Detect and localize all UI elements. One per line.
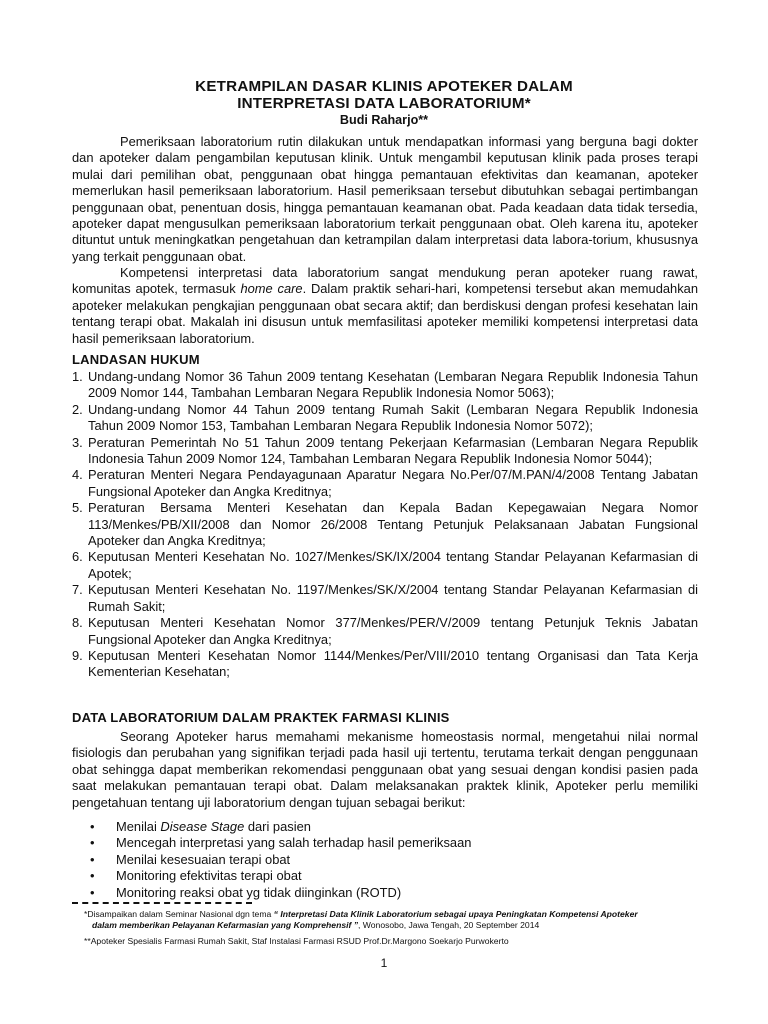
item-number: 3. (72, 434, 83, 450)
test-purpose-list (72, 819, 698, 901)
page-number: 1 (380, 956, 388, 970)
legal-basis-item (72, 615, 698, 648)
home-care-term: home care (240, 281, 303, 297)
intro-section (72, 134, 698, 265)
footnote-2-text: Apoteker Spesialis Farmasi Rumah Sakit, Staf Instalasi Farmasi RSUD Prof.Dr.Margono Soekarjo Purwokerto (90, 936, 509, 946)
footnote-2 (72, 936, 712, 947)
legal-basis-item (72, 648, 698, 681)
list-item (72, 852, 698, 868)
bullet-icon: • (90, 835, 95, 851)
item-text: Monitoring efektivitas terapi obat (116, 868, 302, 884)
legal-basis-item (72, 549, 698, 582)
item-text-end: dari pasien (244, 819, 311, 834)
intro-paragraph-1: Pemeriksaan laboratorium rutin dilakukan untuk mendapatkan informasi yang berguna bagi dokter dan apoteker dalam pengambilan keputusan klinik. Untuk mengambil keputusan klinik pada proses terapi mulai dari pemilihan obat, penggunaan obat hingga pemantauan efektivitas dan keamanan, apoteker memerlukan hasil pemeriksaan laboratorium. Hasil pemeriksaan tersebut dibutuhkan sebagai pertimbangan penggunaan obat, penentuan dosis, hingga pemantauan keamanan obat. Pada keadaan data tidak tersedia, apoteker dapat mengusulkan pemeriksaan laboratorium terkait penggunaan obat. Oleh karena itu, apoteker dituntut untuk meningkatkan pengetahuan dan ketrampilan dalam interpretasi data labora-torium, khususnya yang terkait penggunaan obat. (72, 134, 698, 264)
footnote-1-line-2 (72, 920, 712, 931)
intro-paragraph-2-start: Kompetensi interpretasi data laboratorium sangat mendukung peran apoteker ruang rawat, komunitas apotek, termasuk (72, 265, 698, 297)
intro-paragraph-2-end: . Dalam praktik sehari-hari, kompetensi tersebut akan memudahkan apoteker melakukan pengkajian penggunaan obat secara aktif; dan berdiskusi dengan profesi kesehatan lain tentang terapi obat. Makalah ini disusun untuk memfasilitasi apoteker memiliki kompetensi interpretasi data hasil pemeriksaan laboratorium. (72, 281, 699, 346)
item-number: 8. (72, 615, 83, 631)
footnote-1-theme: “ Interpretasi Data Klinik Laboratorium sebagai upaya Peningkatan Kompetensi Apoteker (273, 909, 638, 919)
item-text: Undang-undang Nomor 44 Tahun 2009 tentang Rumah Sakit (Lembaran Negara Republik Indonesia Tahun 2009 Nomor 153, Tambahan Lembaran Negara Republik Indonesia Nomor 5072); (88, 401, 698, 434)
item-text: Peraturan Menteri Negara Pendayagunaan Aparatur Negara No.Per/07/M.PAN/4/2008 Tentang Jabatan Fungsional Apoteker dan Angka Kreditnya; (88, 467, 698, 499)
legal-basis-item (72, 435, 698, 468)
footnote-1-mark: * (84, 909, 88, 919)
item-text: Monitoring reaksi obat yg tidak diinginkan (ROTD) (116, 884, 402, 900)
item-number: 4. (72, 467, 83, 483)
data-lab-section (72, 729, 698, 811)
author-name: Budi Raharjo** (339, 113, 429, 127)
legal-basis-item (72, 369, 698, 402)
list-item (72, 885, 698, 901)
list-item (72, 819, 698, 835)
item-number: 6. (72, 549, 83, 565)
footnote-1-venue: , Wonosobo, Jawa Tengah, 20 September 2014 (358, 920, 540, 930)
legal-basis-item (72, 402, 698, 435)
item-number: 2. (72, 401, 83, 417)
data-lab-heading: DATA LABORATORIUM DALAM PRAKTEK FARMASI KLINIS (72, 710, 450, 725)
bullet-icon: • (90, 868, 95, 884)
footnote-2-mark: ** (84, 936, 91, 946)
item-number: 9. (72, 647, 83, 663)
data-lab-paragraph: Seorang Apoteker harus memahami mekanisme homeostasis normal, mengetahui nilai normal fisiologis dan perubahan yang signifikan terjadi pada hasil uji tertentu, terutama terkait dengan penggunaan obat sehingga dapat memberikan rekomendasi penggunaan obat yang sesuai dengan kondisi pasien pada saat melakukan pemantauan terapi obat. Dalam melaksanakan praktek klinik, Apoteker perlu memiliki pengetahuan tentang uji laboratorium dengan tujuan sebagai berikut: (72, 729, 698, 810)
footnote-1-mark-wrap (72, 909, 638, 919)
bullet-icon: • (90, 851, 95, 867)
item-text: Peraturan Bersama Menteri Kesehatan dan Kepala Badan Kepegawaian Negara Nomor 113/Menkes/PB/XII/2008 dan Nomor 26/2008 Tentang Petunjuk Pelaksanaan Jabatan Fungsional Apoteker dan Angka Kreditnya; (88, 500, 698, 549)
document-title-line-2: INTERPRETASI DATA LABORATORIUM* (237, 95, 531, 112)
footnote-1-lead: Disampaikan dalam Seminar Nasional dgn tema (87, 909, 274, 919)
list-item (72, 868, 698, 884)
item-text: Peraturan Pemerintah No 51 Tahun 2009 tentang Pekerjaan Kefarmasian (Lembaran Negara Republik Indonesia Tahun 2009 Nomor 124, Tambahan Lembaran Negara Republik Indonesia Nomor 5044); (88, 434, 698, 467)
item-number: 7. (72, 582, 83, 598)
item-text: Keputusan Menteri Kesehatan No. 1027/Menkes/SK/IX/2004 tentang Standar Pelayanan Kefarmasian di Apotek; (88, 549, 698, 581)
footnote-2-wrap (72, 936, 509, 946)
bullet-icon: • (90, 819, 95, 834)
list-item (72, 835, 698, 851)
item-text: Keputusan Menteri Kesehatan Nomor 377/Menkes/PER/V/2009 tentang Petunjuk Teknis Jabatan Fungsional Apoteker dan Angka Kreditnya; (88, 615, 698, 647)
item-text: Menilai kesesuaian terapi obat (116, 851, 291, 867)
intro-paragraph-2 (72, 265, 698, 347)
legal-basis-list (72, 369, 698, 681)
footnote-1-theme-end: dalam memberikan Pelayanan Kefarmasian yang Komprehensif ” (92, 920, 359, 930)
document-title-line-1: KETRAMPILAN DASAR KLINIS APOTEKER DALAM (195, 78, 573, 95)
disease-stage-term: Disease Stage (160, 819, 245, 834)
landasan-hukum-heading: LANDASAN HUKUM (72, 352, 200, 367)
item-text: Keputusan Menteri Kesehatan Nomor 1144/Menkes/Per/VIII/2010 tentang Organisasi dan Tata Kerja Kementerian Kesehatan; (88, 647, 698, 680)
footnote-separator (72, 902, 252, 904)
footnote-1 (72, 909, 712, 931)
item-text: Undang-undang Nomor 36 Tahun 2009 tentang Kesehatan (Lembaran Negara Republik Indonesia Tahun 2009 Nomor 144, Tambahan Lembaran Negara Republik Indonesia Nomor 5063); (88, 369, 698, 401)
legal-basis-item (72, 500, 698, 549)
bullet-icon: • (90, 884, 95, 900)
legal-basis-item (72, 582, 698, 615)
item-text: Keputusan Menteri Kesehatan No. 1197/Menkes/SK/X/2004 tentang Standar Pelayanan Kefarmasian di Rumah Sakit; (88, 582, 698, 614)
item-number: 5. (72, 500, 83, 516)
legal-basis-item (72, 467, 698, 500)
intro-section-2 (72, 265, 698, 347)
item-text-start: Menilai (116, 819, 161, 834)
item-number: 1. (72, 369, 83, 384)
item-text: Mencegah interpretasi yang salah terhadap hasil pemeriksaan (116, 835, 472, 851)
